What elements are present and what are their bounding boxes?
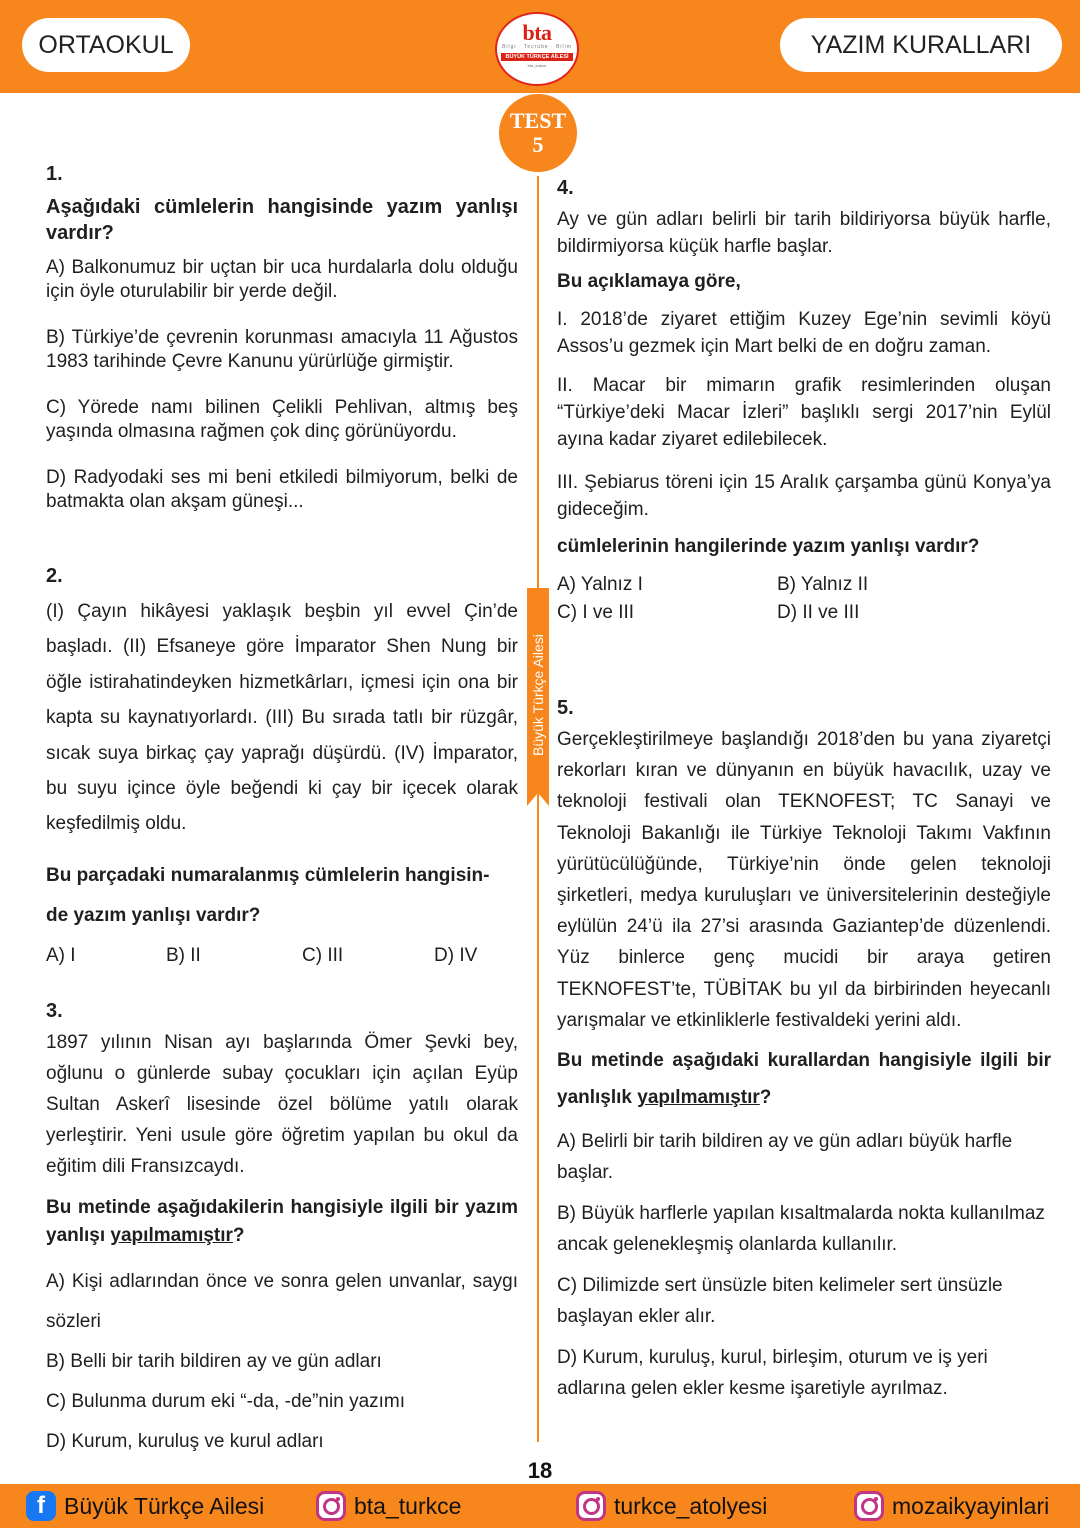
option-d[interactable]: D) Kurum, kuruluş, kurul, birleşim, oturum ve iş yeri adlarına gelen ekler kesme işaretiyle ayrılmaz. [557, 1347, 988, 1400]
option-d[interactable]: D) Kurum, kuruluş ve kurul adları [46, 1431, 324, 1452]
logo-band: BÜYÜK TÜRKÇE AİLESİ [501, 53, 573, 61]
side-label: Büyük Türkçe Ailesi [530, 634, 546, 756]
option-a[interactable]: A) Kişi adlarından önce ve sonra gelen unvanlar, saygı sözleri [46, 1271, 518, 1332]
option-a[interactable]: A) I [46, 944, 76, 966]
instagram-link-3[interactable] [854, 1488, 1049, 1524]
stem-underlined: yapılmamıştır [110, 1225, 233, 1246]
question-4 [557, 176, 1051, 627]
question-number: 3. [46, 1000, 63, 1022]
stem-end: ? [232, 1225, 245, 1246]
question-1 [46, 162, 518, 514]
statement-3: III. Şebiarus töreni için 15 Aralık çarşamba günü Konya’ya gideceğim. [557, 472, 1051, 520]
test-badge-label: TEST [509, 108, 567, 133]
statement-1: I. 2018’de ziyaret ettiğim Kuzey Ege’nin sevimli köyü Assos’u gezmek için Mart belki de en doğru zaman. [557, 309, 1051, 357]
question-number: 4. [557, 177, 574, 199]
option-c[interactable]: C) Dilimizde sert ünsüzle biten kelimeler sert ünsüzle başlayan ekler alır. [557, 1275, 1003, 1328]
logo-tagline: Bilgi · Tecrübe · Bilim [502, 44, 572, 50]
question-5 [557, 696, 1051, 1404]
question-number: 5. [557, 697, 574, 719]
logo-mark: bta [522, 20, 552, 45]
stem-text: Bu metinde aşağıdakilerin hangisiyle ilgili bir yazım yanlışı [46, 1197, 518, 1246]
question-passage: Gerçekleştirilmeye başlandığı 2018’den bu yana ziyaretçi rekorları kıran ve dünyanın en büyük havacılık, uzay ve teknoloji festivali olan TEKNOFEST; TC Sanayi ve Teknoloji Bakanlığı ile Türkiye Teknoloji Takımı Vakfının yürütücülüğünde, Türkiye’nin önde gelen teknoloji şirketleri, medya kuruluşları ve üniversitelerinin desteğiyle eylülün 24’ü ila 27’si arasında Gaziantep’de düzenlendi. Yüz binlerce genç mucidi bir araya getiren TEKNOFEST’te, TÜBİTAK bu yıl da birbirinden heyecanlı yarışmalar ve etkinliklerle festivaldeki yerini aldı. [557, 729, 1051, 1031]
stem-end: ? [759, 1087, 772, 1109]
statement-2: II. Macar bir mimarın grafik resimlerinden oluşan “Türkiye’deki Macar İzleri” başlıklı sergi 2017’nin Eylül ayına kadar ziyaret edilebilecek. [557, 375, 1051, 450]
instagram-icon [576, 1491, 606, 1521]
question-stem: Aşağıdaki cümlelerin hangisinde yazım yanlışı vardır? [46, 196, 518, 244]
instagram-label-2: turkce_atolyesi [614, 1492, 768, 1519]
instagram-icon [316, 1491, 346, 1521]
question-stem [557, 1042, 1051, 1116]
instagram-icon [854, 1491, 884, 1521]
option-c[interactable]: C) I ve III [557, 602, 635, 623]
level-label: ORTAOKUL [22, 18, 190, 72]
question-stem: cümlelerinin hangilerinde yazım yanlışı vardır? [557, 536, 980, 557]
instagram-link-1[interactable] [316, 1488, 461, 1524]
option-b[interactable]: B) Yalnız II [777, 574, 869, 595]
facebook-label: Büyük Türkçe Ailesi [64, 1492, 265, 1519]
instagram-label-1: bta_turkce [354, 1492, 462, 1519]
instagram-link-2[interactable] [576, 1488, 767, 1524]
option-d[interactable]: D) IV [434, 944, 478, 966]
facebook-link[interactable] [26, 1488, 264, 1524]
question-intro: Ay ve gün adları belirli bir tarih bildiriyorsa büyük harfle, bildirmiyorsa küçük harfle başlar. [557, 209, 1051, 257]
question-3 [46, 999, 518, 1462]
question-stem-line-1: Bu parçadaki numaralanmış cümlelerin hangisin- [46, 864, 490, 886]
option-a[interactable]: A) Yalnız I [557, 574, 643, 595]
option-b[interactable]: B) II [166, 944, 201, 966]
option-a[interactable]: A) Balkonumuz bir uçtan bir uca hurdalarla dolu olduğu için öyle oturulabilir bir yerde değil. [46, 257, 518, 302]
page-number: 18 [527, 1458, 553, 1483]
question-stem [46, 1194, 518, 1250]
option-b[interactable]: B) Belli bir tarih bildiren ay ve gün adları [46, 1351, 382, 1372]
instagram-label-3: mozaikyayinlari [892, 1492, 1050, 1519]
question-number: 2. [46, 565, 63, 587]
stem-underlined: yapılmamıştır [637, 1087, 760, 1109]
question-stem-line-2: de yazım yanlışı vardır? [46, 904, 261, 926]
option-b[interactable]: B) Büyük harflerle yapılan kısaltmalarda nokta kullanılmaz ancak gelenekleşmiş olanlarda kullanılır. [557, 1203, 1045, 1256]
options-row [46, 944, 518, 968]
options-row-1 [557, 571, 1051, 599]
bta-logo [495, 12, 579, 86]
facebook-icon: f [26, 1491, 56, 1521]
option-d[interactable]: D) Radyodaki ses mi beni etkiledi bilmiyorum, belki de batmakta olan akşam güneşi... [46, 467, 518, 512]
option-c[interactable]: C) III [302, 944, 344, 966]
stem-text: Bu metinde aşağıdaki kurallardan hangisiyle ilgili bir yanlışlık [557, 1050, 1051, 1109]
test-badge-number: 5 [532, 132, 544, 157]
question-2 [46, 564, 518, 968]
option-a[interactable]: A) Belirli bir tarih bildiren ay ve gün adları büyük harfle başlar. [557, 1131, 1013, 1184]
column-divider [537, 176, 539, 1442]
option-c[interactable]: C) Bulunma durum eki “-da, -de”nin yazımı [46, 1391, 406, 1412]
subject-label: YAZIM KURALLARI [780, 18, 1062, 72]
option-b[interactable]: B) Türkiye’de çevrenin korunması amacıyla 11 Ağustos 1983 tarihinde Çevre Kanunu yürürlüğe girmiştir. [46, 327, 518, 372]
test-badge [499, 94, 577, 172]
logo-handle: bta_turkce [527, 63, 547, 68]
question-number: 1. [46, 163, 63, 185]
options-row-2 [557, 599, 1051, 627]
question-lead: Bu açıklamaya göre, [557, 271, 741, 292]
question-passage: (I) Çayın hikâyesi yaklaşık beşbin yıl evvel Çin’de başladı. (II) Efsaneye göre İmparator Shen Nung bir öğle istirahatindeyken hizmetkârları, içmesi için ona bir kapta su kaynatıyorlardı. (III) Bu sırada tatlı bir rüzgâr, sıcak suya birkaç çay yaprağı düşürdü. (IV) İmparator, bu suyu içince öyle beğendi ki çay bir içecek olarak keşfedilmiş oldu. [46, 601, 518, 835]
option-d[interactable]: D) II ve III [777, 602, 860, 623]
question-passage: 1897 yılının Nisan ayı başlarında Ömer Şevki bey, oğlunu o günlerde subay çocukları için açılan Eyüp Sultan Askerî lisesinde özel bölüme yatılı olarak yerleştirir. Yeni usule göre öğretim yapılan bu okul da eğitim dili Fransızcaydı. [46, 1032, 518, 1177]
option-c[interactable]: C) Yörede namı bilinen Çelikli Pehlivan, altmış beş yaşında olmasına rağmen çok dinç görünüyordu. [46, 397, 518, 442]
